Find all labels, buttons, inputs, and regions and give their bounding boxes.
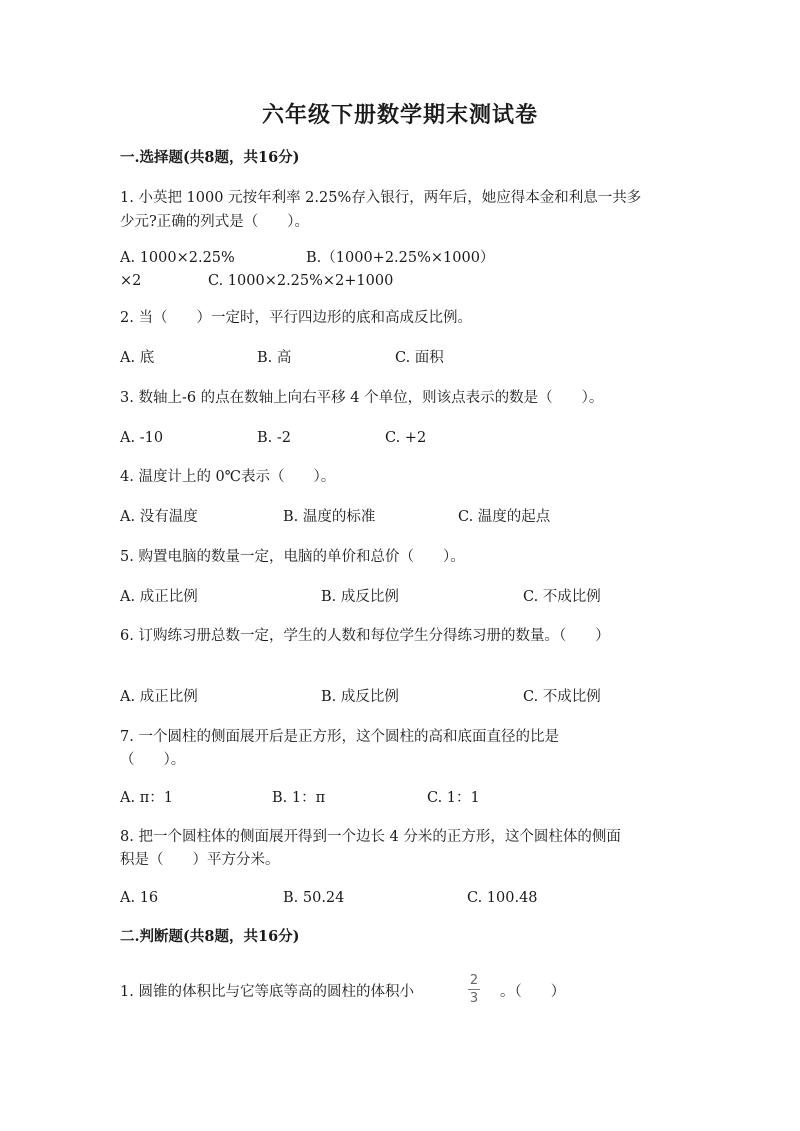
question-6-option-b: B. 成反比例 <box>321 689 399 705</box>
judgment-1-tail: 。（ ） <box>500 984 566 1000</box>
question-8-line-2: 积是（ ）平方分米。 <box>120 852 280 868</box>
question-8-option-b: B. 50.24 <box>283 890 345 906</box>
question-6-option-c: C. 不成比例 <box>523 689 601 705</box>
section-heading-choice: 一.选择题(共8题，共16分) <box>120 149 300 166</box>
question-1-option-c: C. 1000×2.25%×2+1000 <box>208 273 394 289</box>
question-8-option-c: C. 100.48 <box>467 890 538 906</box>
question-1-option-b-cont: ×2 <box>120 273 142 289</box>
question-3-line-1: 3. 数轴上-6 的点在数轴上向右平移 4 个单位，则该点表示的数是（ ）。 <box>120 390 604 406</box>
question-1-option-a: A. 1000×2.25% <box>120 250 235 266</box>
question-3-option-b: B. -2 <box>257 430 291 446</box>
question-1-line-2: 少元?正确的列式是（ ）。 <box>120 214 310 230</box>
question-7-line-1: 7. 一个圆柱的侧面展开后是正方形，这个圆柱的高和底面直径的比是 <box>120 729 559 745</box>
question-8-line-1: 8. 把一个圆柱体的侧面展开得到一个边长 4 分米的正方形，这个圆柱体的侧面 <box>120 829 621 845</box>
judgment-1-text: 1. 圆锥的体积比与它等底等高的圆柱的体积小 <box>120 984 414 1000</box>
question-1-option-b: B.（1000+2.25%×1000） <box>306 250 495 266</box>
question-8-option-a: A. 16 <box>120 890 159 906</box>
question-3-option-c: C. +2 <box>385 430 427 446</box>
question-4-line-1: 4. 温度计上的 0℃表示（ ）。 <box>120 469 336 485</box>
fraction-bar <box>468 989 480 990</box>
question-7-line-2: （ ）。 <box>120 752 186 768</box>
fraction-denominator: 3 <box>469 991 479 1006</box>
question-6-line-1: 6. 订购练习册总数一定，学生的人数和每位学生分得练习册的数量。（ ） <box>120 628 610 644</box>
question-4-option-b: B. 温度的标准 <box>283 509 376 525</box>
question-4-option-a: A. 没有温度 <box>120 509 198 525</box>
fraction-two-thirds <box>466 973 482 1006</box>
question-5-line-1: 5. 购置电脑的数量一定，电脑的单价和总价（ ）。 <box>120 549 465 565</box>
question-2-option-c: C. 面积 <box>395 350 444 366</box>
fraction-numerator: 2 <box>469 973 479 988</box>
question-2-line-1: 2. 当（ ）一定时，平行四边形的底和高成反比例。 <box>120 310 472 326</box>
question-2-option-b: B. 高 <box>257 350 292 366</box>
question-3-option-a: A. -10 <box>120 430 164 446</box>
question-5-option-b: B. 成反比例 <box>321 589 399 605</box>
question-5-option-c: C. 不成比例 <box>523 589 601 605</box>
question-7-option-a: A. π：1 <box>120 790 173 806</box>
question-6-option-a: A. 成正比例 <box>120 689 198 705</box>
question-2-option-a: A. 底 <box>120 350 155 366</box>
question-5-option-a: A. 成正比例 <box>120 589 198 605</box>
question-7-option-b: B. 1：π <box>272 790 326 806</box>
question-4-option-c: C. 温度的起点 <box>458 509 551 525</box>
section-heading-judgment: 二.判断题(共8题，共16分) <box>120 928 300 945</box>
page-title: 六年级下册数学期末测试卷 <box>261 102 538 128</box>
question-7-option-c: C. 1：1 <box>427 790 480 806</box>
question-1-line-1: 1. 小英把 1000 元按年利率 2.25%存入银行，两年后，她应得本金和利息一共多 <box>120 190 642 206</box>
